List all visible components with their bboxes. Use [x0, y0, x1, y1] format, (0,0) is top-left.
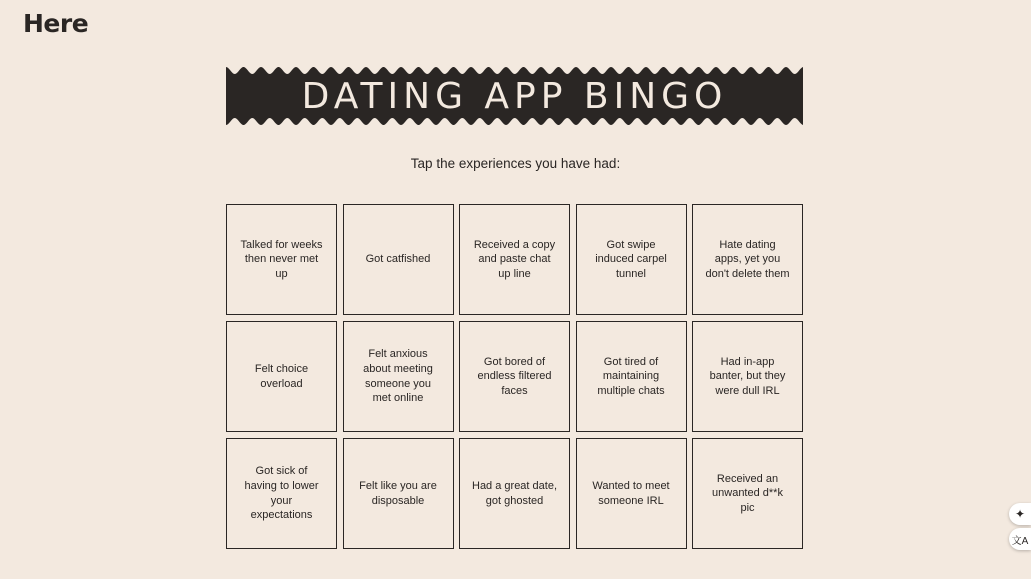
bingo-cell[interactable]: [226, 438, 337, 549]
bingo-cell-label: Had in-app banter, but they were dull IRL: [709, 355, 786, 397]
bingo-cell[interactable]: [576, 204, 687, 315]
bingo-cell[interactable]: [459, 321, 570, 432]
bingo-cell[interactable]: [692, 438, 803, 549]
bingo-cell-label: Received a copy and paste chat up line: [473, 238, 556, 280]
bingo-cell-label: Had a great date, got ghosted: [472, 479, 558, 507]
sparkle-icon: ✦: [1014, 507, 1026, 521]
ai-assistant-button[interactable]: [1009, 503, 1031, 525]
bingo-cell[interactable]: [692, 204, 803, 315]
bingo-cell[interactable]: [692, 321, 803, 432]
bingo-cell-label: Got catfished: [365, 253, 431, 266]
translate-icon: 文A: [1011, 535, 1029, 547]
bingo-cell[interactable]: [226, 321, 337, 432]
bingo-cell-label: Talked for weeks then never met up: [240, 238, 323, 280]
bingo-grid: [226, 204, 803, 549]
bingo-cell-label: Felt like you are disposable: [359, 479, 437, 507]
brand-logo[interactable]: Here: [23, 9, 89, 38]
bingo-cell[interactable]: [226, 204, 337, 315]
title-banner: [226, 66, 803, 126]
bingo-cell-label: Got tired of maintaining multiple chats: [597, 355, 665, 397]
bingo-cell[interactable]: [343, 321, 454, 432]
bingo-cell-label: Wanted to meet someone IRL: [592, 479, 670, 507]
bingo-cell-label: Got bored of endless filtered faces: [477, 355, 552, 397]
bingo-cell[interactable]: [343, 438, 454, 549]
bingo-cell-label: Received an unwanted d**k pic: [712, 472, 783, 514]
bingo-cell[interactable]: [343, 204, 454, 315]
bingo-cell[interactable]: [459, 438, 570, 549]
translate-button[interactable]: [1009, 528, 1031, 550]
bingo-cell[interactable]: [576, 438, 687, 549]
bingo-cell-label: Felt choice overload: [254, 362, 309, 390]
bingo-cell[interactable]: [576, 321, 687, 432]
bingo-cell-label: Felt anxious about meeting someone you met online: [363, 348, 433, 405]
bingo-cell-label: Hate dating apps, yet you don't delete them: [705, 238, 790, 280]
instructions-text: Tap the experiences you have had:: [410, 156, 621, 171]
bingo-cell[interactable]: [459, 204, 570, 315]
bingo-cell-label: Got swipe induced carpel tunnel: [595, 238, 667, 280]
page-title: DATING APP BINGO: [301, 75, 728, 117]
bingo-cell-label: Got sick of having to lower your expectations: [244, 465, 319, 522]
